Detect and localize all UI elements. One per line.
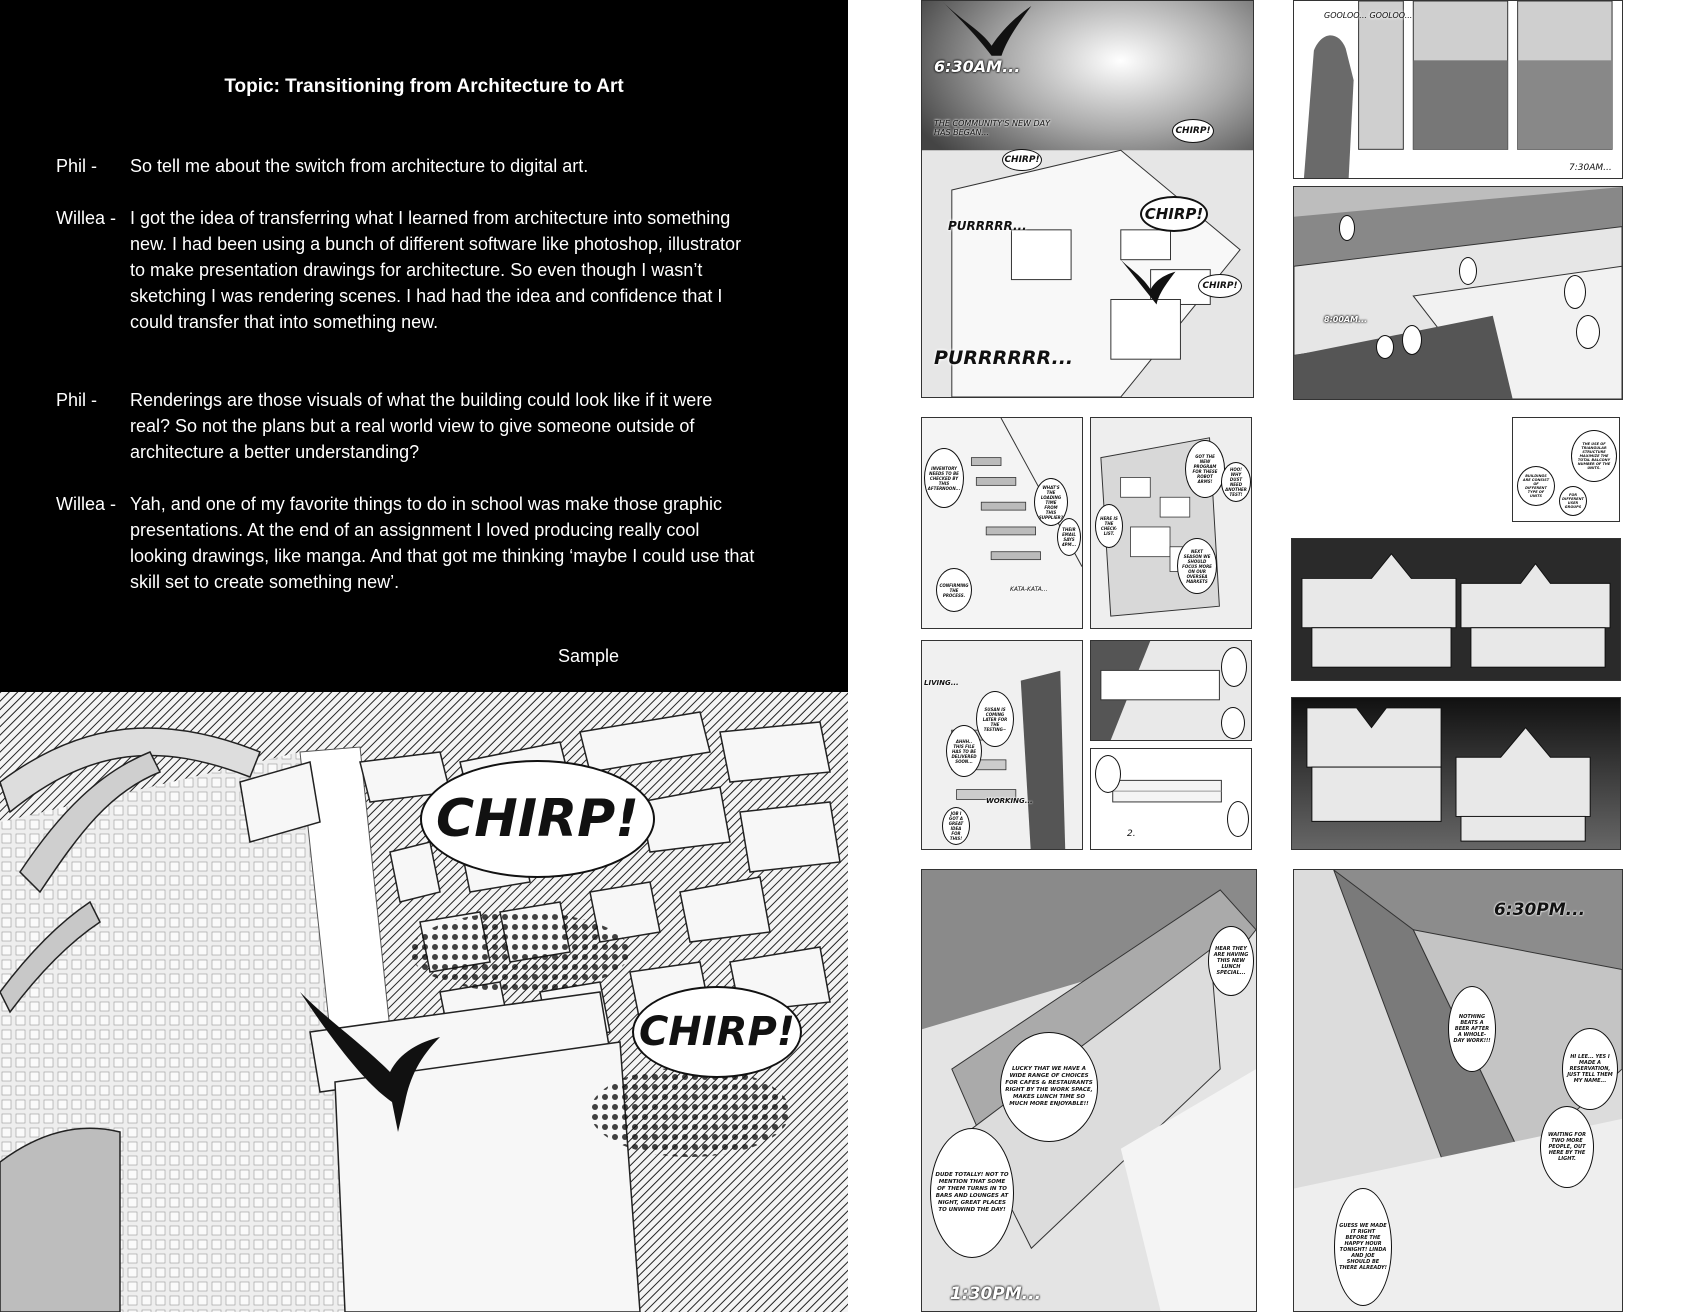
chirp-bubble: CHIRP! [1172,119,1214,143]
speech-bubble: THE USE OF TRIANGULAR STRUCTURE MAXIMIZE THE TOTAL BALCONY NUMBER OF THE UNITS. [1571,430,1617,482]
panel-section-b-art [1292,698,1620,849]
panel-window-art [1294,1,1622,178]
exchange-1 [56,153,756,179]
speech-bubble: INVENTORY NEEDS TO BE CHECKED BY THIS AFTERNOON... [924,448,964,508]
speech-bubble-small [1564,275,1586,309]
speaker-label: Phil - [56,390,98,410]
exchange-2 [56,205,756,335]
speech-bubble: THEIR EMAIL SAYS 4PM... [1057,518,1081,556]
sfx-gooloo: GOOLOO... GOOLOO... [1324,11,1413,20]
sfx-purr: PURRRRR... [948,219,1027,233]
speaker-label: Willea - [56,494,117,514]
panel-section-a-art [1292,539,1620,680]
time-label: 8:00AM... [1324,315,1368,324]
panel-evening [1293,869,1623,1312]
speech-bubble: HEAR THEY ARE HAVING THIS NEW LUNCH SPECIAL... [1208,926,1254,996]
exchange-4 [56,491,756,595]
chirp-bubble-small: CHIRP! [632,986,802,1078]
speech-bubble: WAITING FOR TWO MORE PEOPLE, OUT HERE BY THE LIGHT. [1540,1106,1594,1188]
speech-bubble-small [1402,325,1422,355]
sample-watermark: Sample [558,646,620,666]
panel-aerial [1293,186,1623,400]
speech-bubble-small [1576,315,1600,349]
label-working: WORKING... [986,797,1033,805]
panel-inventory [921,417,1083,629]
chirp-bubble: CHIRP! [1198,274,1242,298]
exchange-text: Renderings are those visuals of what the building could look like if it were real? So not the plans but a real world view to give someone outside of architecture a better understanding? [130,390,713,462]
speech-bubble-small [1459,257,1477,285]
speech-bubble: FOR DIFFERENT USER GROUPS [1559,486,1587,516]
speech-bubble: NEXT SEASON WE SHOULD FOCUS MORE ON OUR OVERSEA MARKETS [1177,538,1217,594]
speech-bubble: DUDE TOTALLY! NOT TO MENTION THAT SOME OF THEM TURNS IN TO BARS AND LOUNGES AT NIGHT, GREAT PLACES TO UNWIND THE DAY! [930,1128,1014,1258]
chirp-bubble-large: CHIRP! [420,760,655,878]
city-illustration [0,692,848,1312]
panel-living [921,640,1083,850]
exchange-3 [56,387,756,465]
panel-interior [1090,640,1252,741]
caption: THE COMMUNITY'S NEW DAY HAS BEGAN... [934,119,1050,137]
speech-bubble-small [1227,801,1249,837]
speech-bubble-small [1095,755,1121,793]
speech-bubble: GUESS WE MADE IT RIGHT BEFORE THE HAPPY HOUR TONIGHT! LINDA AND JOE SHOULD BE THERE ALREADY! [1334,1188,1392,1306]
panel-structure [1512,417,1620,522]
sfx-purr-large: PURRRRRR... [934,347,1074,369]
chirp-bubble: CHIRP! [1002,149,1042,171]
speech-bubble: AHHH.. THIS FILE HAS TO BE DELIVERED SOON... [946,725,982,777]
speech-bubble-small [1221,707,1245,739]
panel-lunch [921,869,1257,1312]
speech-bubble: HOO! WHY DUST NEED ANOTHER TEST! [1221,462,1251,502]
speech-bubble: HERE IS THE CHECK-LIST. [1095,504,1123,548]
speech-bubble: WHAT'S THE LOADING TIME FROM THIS SUPPLIER? [1034,478,1068,526]
panel-section-b [1291,697,1621,850]
interview-block [0,0,848,692]
sfx-kata: KATA-KATA... [1010,586,1048,593]
panel-window [1293,0,1623,179]
speech-bubble: BUILDINGS ARE CONSIST OF DIFFERENT TYPE OF UNITS [1517,466,1555,506]
speech-bubble: JOB I GOT A GREAT IDEA FOR THIS! [942,807,970,845]
speech-bubble: LUCKY THAT WE HAVE A WIDE RANGE OF CHOICES FOR CAFES & RESTAURANTS RIGHT BY THE WORK SPACE, MAKES LUNCH TIME SO MUCH MORE ENJOYABLE!! [1000,1032,1098,1142]
exchange-text: Yah, and one of my favorite things to do in school was make those graphic presentations. At the end of an assignment I loved producing really cool looking drawings, like manga. And that got me thinking ‘maybe I could use that skill set to create something new’. [130,494,755,592]
exchange-text: I got the idea of transferring what I learned from architecture into something new. I had been using a bunch of different software like photoshop, illustrator to make presentation drawings for architecture. So even though I wasn’t sketching I was rendering scenes. I had had the idea and confidence that I could transfer that into something new. [130,208,742,332]
time-label: 7:30AM... [1569,163,1612,173]
plan-number: 2. [1127,829,1136,839]
chirp-bubble: CHIRP! [1140,196,1208,232]
speech-bubble: GOT THE NEW PROGRAM FOR THESE ROBOT ARMS! [1185,440,1225,498]
label-living: LIVING... [924,679,959,687]
time-label: 1:30PM... [950,1284,1042,1304]
speech-bubble: CONFIRMING THE PROCESS. [936,568,972,612]
speech-bubble-small [1221,647,1247,687]
time-label: 6:30AM... [934,57,1021,76]
speaker-label: Willea - [56,208,117,228]
panel-section-a [1291,538,1621,681]
speech-bubble-small [1376,335,1394,359]
time-label: 6:30PM... [1494,900,1586,920]
exchange-text: So tell me about the switch from architecture to digital art. [130,156,589,176]
panel-morning [921,0,1254,398]
speech-bubble: NOTHING BEATS A BEER AFTER A WHOLE-DAY WORK!!! [1448,986,1496,1072]
panel-robot [1090,417,1252,629]
speech-bubble: SUSAN IS COMING LATER FOR THE TESTING~ [976,691,1014,747]
speech-bubble-small [1339,215,1355,241]
interview-topic: Topic: Transitioning from Architecture to Art [224,76,624,97]
speech-bubble: HI LEE... YES I MADE A RESERVATION, JUST TELL THEM MY NAME... [1562,1028,1618,1110]
speaker-label: Phil - [56,156,98,176]
panel-plan [1090,748,1252,850]
